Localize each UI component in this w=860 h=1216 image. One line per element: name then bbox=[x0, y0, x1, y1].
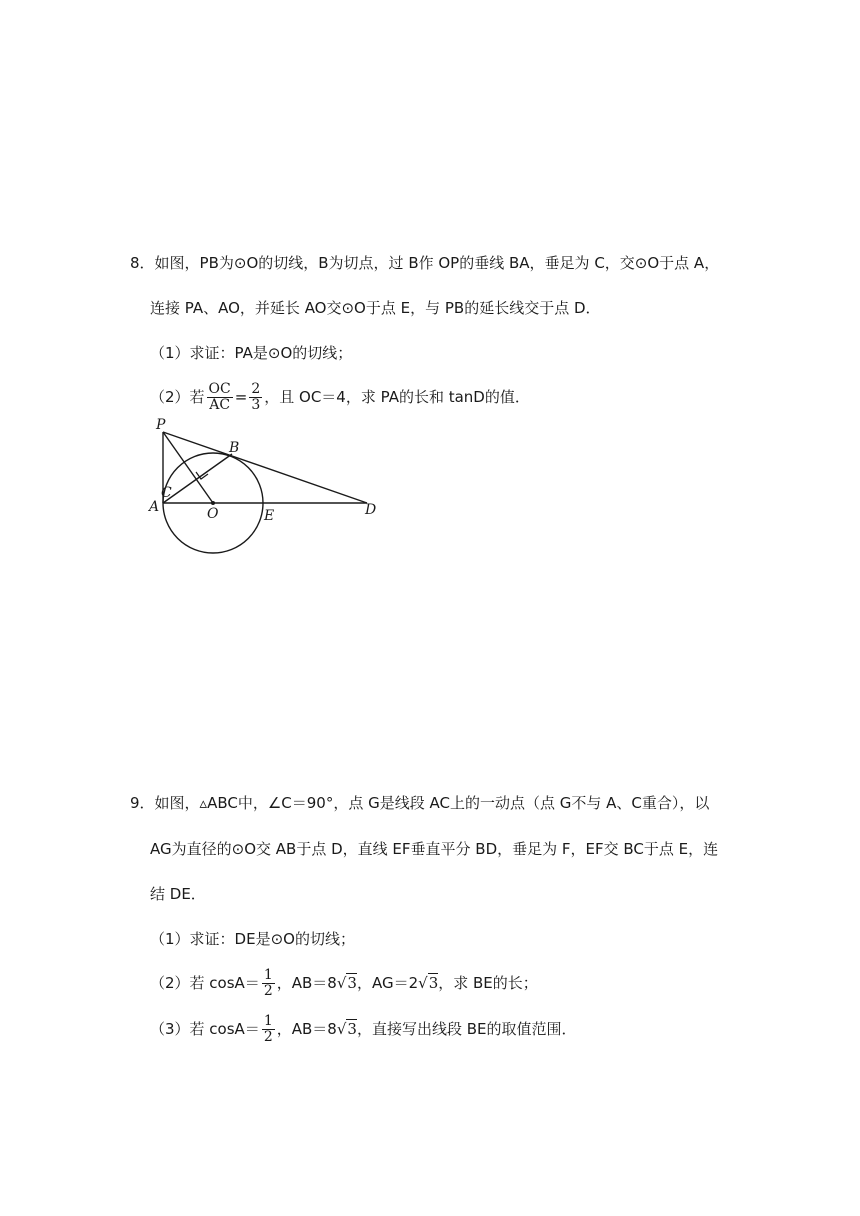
sqrt-three: √3 bbox=[336, 974, 357, 992]
fraction-numerator: 1 bbox=[263, 1013, 273, 1029]
q9-part-2 bbox=[150, 966, 538, 1000]
q8-part-2-prefix: （2）若 bbox=[150, 388, 205, 406]
label-c: C bbox=[161, 485, 172, 501]
fraction-numerator: 2 bbox=[251, 381, 261, 397]
q8-part-2-suffix: ，且 OC＝4，求 PA的长和 tanD的值． bbox=[264, 388, 530, 406]
q9-part-2-suffix: ，求 BE的长； bbox=[438, 974, 538, 992]
q9-part-2-mid: ，AB＝8 bbox=[276, 974, 337, 992]
q9-part-2-mid2: ，AG＝2 bbox=[356, 974, 419, 992]
q9-line-3: 结 DE． bbox=[150, 885, 206, 903]
sqrt-three: √3 bbox=[336, 1020, 357, 1038]
q9-part-1: （1）求证：DE是⊙O的切线； bbox=[150, 930, 355, 948]
q9-line-2: AG为直径的⊙O交 AB于点 D，直线 EF垂直平分 BD，垂足为 F，EF交 BC于点 E，连 bbox=[150, 840, 719, 858]
fraction-oc-ac bbox=[207, 382, 233, 413]
fraction-one-half bbox=[262, 968, 275, 999]
q9-part-3 bbox=[150, 1012, 577, 1046]
fraction-one-half bbox=[262, 1014, 275, 1045]
label-d: D bbox=[365, 502, 377, 518]
q9-part-3-prefix: （3）若 cosA＝ bbox=[150, 1020, 260, 1038]
fraction-numerator: 1 bbox=[263, 967, 273, 983]
q9-part-2-prefix: （2）若 cosA＝ bbox=[150, 974, 260, 992]
radicand: 3 bbox=[347, 974, 357, 992]
q9-part-3-suffix: ，直接写出线段 BE的取值范围． bbox=[356, 1020, 577, 1038]
segment-ab bbox=[163, 454, 232, 503]
fraction-denominator: 2 bbox=[263, 983, 273, 999]
q9-part-3-mid: ，AB＝8 bbox=[276, 1020, 337, 1038]
sqrt-three: √3 bbox=[418, 974, 439, 992]
q8-part-1: （1）求证：PA是⊙O的切线； bbox=[150, 344, 353, 362]
fraction-denominator: AC bbox=[209, 397, 231, 413]
geometry-figure bbox=[140, 413, 390, 555]
q9-line-1: 9．如图，▵ABC中，∠C＝90°，点 G是线段 AC上的一动点（点 G不与 A、C重合），以 bbox=[130, 794, 710, 812]
label-a: A bbox=[149, 499, 160, 515]
segment-pd bbox=[163, 432, 367, 503]
q8-line-2: 连接 PA、AO，并延长 AO交⊙O于点 E，与 PB的延长线交于点 D． bbox=[150, 299, 601, 317]
fraction-two-thirds bbox=[249, 382, 262, 413]
fraction-denominator: 2 bbox=[263, 1029, 273, 1045]
fraction-numerator: OC bbox=[208, 381, 231, 397]
q8-line-1: 8．如图，PB为⊙O的切线，B为切点，过 B作 OP的垂线 BA，垂足为 C，交⊙O于点 A， bbox=[130, 254, 720, 272]
label-e: E bbox=[264, 508, 275, 524]
radicand: 3 bbox=[347, 1020, 357, 1038]
fraction-denominator: 3 bbox=[251, 397, 261, 413]
label-p: P bbox=[156, 417, 166, 433]
q8-part-2 bbox=[150, 381, 530, 413]
label-b: B bbox=[229, 440, 240, 456]
point-o bbox=[211, 501, 215, 505]
radicand: 3 bbox=[428, 974, 439, 992]
equals-sign: = bbox=[234, 388, 248, 406]
label-o: O bbox=[207, 506, 219, 522]
